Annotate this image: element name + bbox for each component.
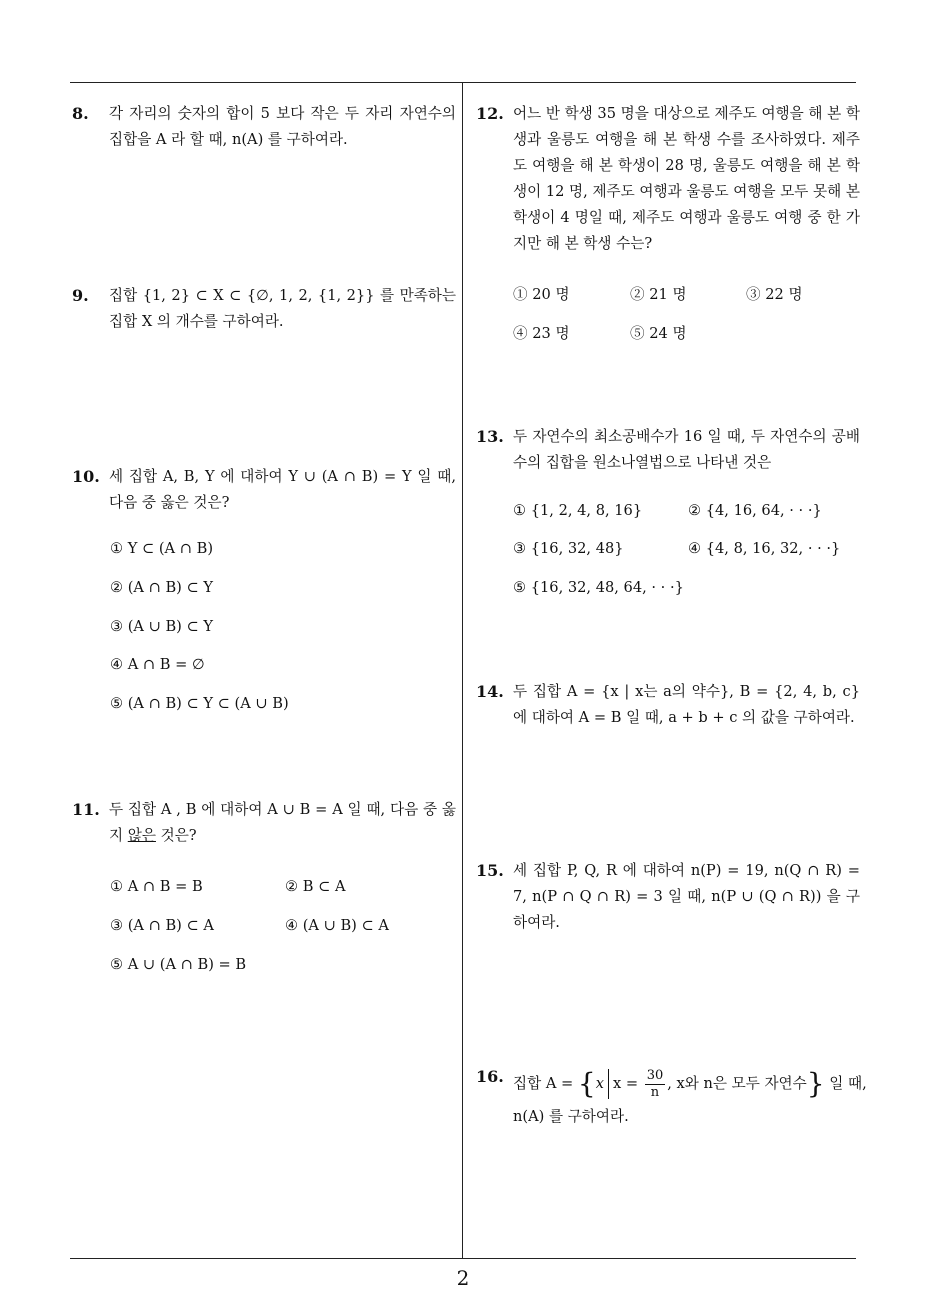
left-brace: {: [577, 1067, 596, 1100]
question-text: 두 집합 A , B 에 대하여 A ∪ B = A 일 때, 다음 중 옳지 않은 것은?: [109, 801, 456, 844]
option-3[interactable]: ③ 22 명: [746, 286, 803, 303]
question-11: [72, 797, 456, 849]
question-text: 어느 반 학생 35 명을 대상으로 제주도 여행을 해 본 학생과 울릉도 여행을 해 본 학생 수를 조사하였다. 제주도 여행을 해 본 학생이 28 명, 울릉도 여행을 해 본 학생이 12 명, 제주도 여행과 울릉도 여행을 모두 못해 본 학생이 4 명일 때, 제주도 여행과 울릉도 여행 중 한 가지만 해 본 학생 수는?: [513, 105, 860, 252]
option-4[interactable]: ④ {4, 8, 16, 32, · · ·}: [688, 540, 841, 557]
question-number: 9.: [72, 286, 89, 305]
question-number: 16.: [476, 1067, 504, 1086]
option-2[interactable]: ② {4, 16, 64, · · ·}: [688, 502, 822, 519]
question-16: [476, 1064, 867, 1130]
question-text: 두 집합 A = {x | x는 a의 약수}, B = {2, 4, b, c} 에 대하여 A = B 일 때, a + b + c 의 값을 구하여라.: [513, 683, 860, 726]
option-4[interactable]: ④ A ∩ B = ∅: [110, 656, 205, 673]
option-5[interactable]: ⑤ 24 명: [630, 325, 687, 342]
question-text: 각 자리의 숫자의 합이 5 보다 작은 두 자리 자연수의 집합을 A 라 할 때, n(A) 를 구하여라.: [109, 105, 456, 148]
question-text: 세 집합 A, B, Y 에 대하여 Y ∪ (A ∩ B) = Y 일 때, 다음 중 옳은 것은?: [109, 468, 456, 511]
page-number: 2: [456, 1266, 470, 1290]
question-text-line2: n(A) 를 구하여라.: [513, 1108, 629, 1125]
bottom-rule: [70, 1258, 856, 1259]
option-5[interactable]: ⑤ {16, 32, 48, 64, · · ·}: [513, 579, 684, 596]
option-3[interactable]: ③ (A ∩ B) ⊂ A: [110, 917, 214, 934]
question-9: [72, 283, 456, 335]
option-2[interactable]: ② 21 명: [630, 286, 687, 303]
question-number: 11.: [72, 800, 100, 819]
question-text: 두 자연수의 최소공배수가 16 일 때, 두 자연수의 공배수의 집합을 원소나열법으로 나타낸 것은: [513, 428, 860, 471]
question-12: [476, 101, 860, 257]
question-number: 14.: [476, 682, 504, 701]
option-3[interactable]: ③ {16, 32, 48}: [513, 540, 624, 557]
option-5[interactable]: ⑤ A ∪ (A ∩ B) = B: [110, 956, 247, 973]
question-text: 집합 {1, 2} ⊂ X ⊂ {∅, 1, 2, {1, 2}} 를 만족하는 집합 X 의 개수를 구하여라.: [109, 287, 456, 330]
question-number: 10.: [72, 467, 100, 486]
question-number: 8.: [72, 104, 89, 123]
option-2[interactable]: ② B ⊂ A: [285, 878, 346, 895]
column-divider: [462, 82, 463, 1258]
question-15: [476, 858, 860, 936]
question-8: [72, 101, 456, 153]
question-text: [513, 1064, 867, 1130]
option-1[interactable]: ① Y ⊂ (A ∩ B): [110, 540, 214, 557]
fraction: $\frac{30}{n}$: [646, 1067, 664, 1100]
question-number: 15.: [476, 861, 504, 880]
question-10: [72, 464, 456, 516]
such-that-bar: [608, 1069, 609, 1099]
question-14: [476, 679, 860, 731]
option-3[interactable]: ③ (A ∪ B) ⊂ Y: [110, 618, 214, 635]
right-brace: }: [806, 1067, 825, 1100]
option-5[interactable]: ⑤ (A ∩ B) ⊂ Y ⊂ (A ∪ B): [110, 695, 289, 712]
question-text: 세 집합 P, Q, R 에 대하여 n(P) = 19, n(Q ∩ R) = 7, n(P ∩ Q ∩ R) = 3 일 때, n(P ∪ (Q ∩ R)) 을 구하여라.: [513, 862, 860, 931]
underlined-word: 않은: [127, 827, 156, 844]
top-rule: [70, 82, 856, 83]
option-2[interactable]: ② (A ∩ B) ⊂ Y: [110, 579, 214, 596]
option-4[interactable]: ④ (A ∪ B) ⊂ A: [285, 917, 389, 934]
option-1[interactable]: ① {1, 2, 4, 8, 16}: [513, 502, 643, 519]
set-builder-line: 집합 A = {x x = $\frac{30}{n}$ , x와 n은 모두 자연수} 일 때,: [513, 1067, 867, 1100]
question-number: 12.: [476, 104, 504, 123]
option-1[interactable]: ① A ∩ B = B: [110, 878, 203, 895]
option-1[interactable]: ① 20 명: [513, 286, 570, 303]
question-13: [476, 424, 860, 476]
option-4[interactable]: ④ 23 명: [513, 325, 570, 342]
question-number: 13.: [476, 427, 504, 446]
